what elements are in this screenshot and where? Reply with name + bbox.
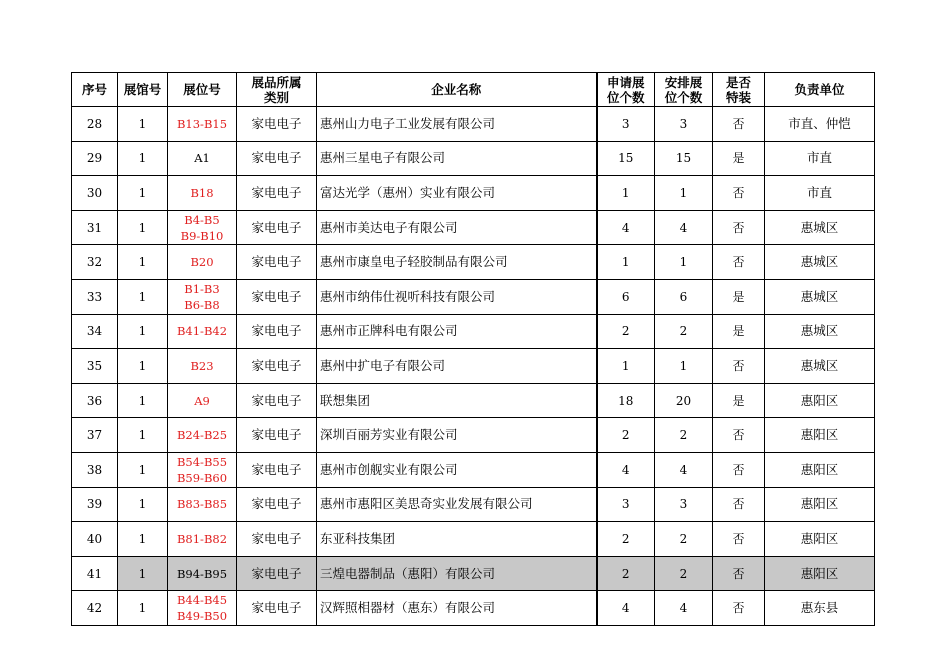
- cell-hall: 1: [118, 591, 168, 626]
- cell-booth: [168, 107, 237, 142]
- table-row: [72, 141, 875, 176]
- cell-category: 家电电子: [237, 107, 317, 142]
- cell-applied: 1: [597, 349, 655, 384]
- cell-special: 否: [713, 487, 765, 522]
- cell-special: 是: [713, 314, 765, 349]
- cell-special: 否: [713, 591, 765, 626]
- table-row: [72, 210, 875, 245]
- cell-applied: 2: [597, 314, 655, 349]
- booth-range: B49-B50: [176, 609, 228, 624]
- cell-hall: 1: [118, 383, 168, 418]
- cell-special: 否: [713, 418, 765, 453]
- cell-category: 家电电子: [237, 349, 317, 384]
- cell-hall: 1: [118, 452, 168, 487]
- table-row: [72, 279, 875, 314]
- cell-applied: 15: [597, 141, 655, 176]
- header-special-line1: 是否: [725, 74, 751, 90]
- cell-company: 三煌电器制品（惠阳）有限公司: [317, 556, 597, 591]
- cell-hall: 1: [118, 349, 168, 384]
- cell-special: 否: [713, 349, 765, 384]
- booth-range: B9-B10: [180, 228, 224, 243]
- cell-applied: 1: [597, 176, 655, 211]
- cell-booth: [168, 591, 237, 626]
- cell-dept: 市直、仲恺: [765, 107, 875, 142]
- cell-special: 否: [713, 556, 765, 591]
- cell-applied: 2: [597, 522, 655, 557]
- cell-company: 惠州市康皇电子轻胶制品有限公司: [317, 245, 597, 280]
- cell-dept: 市直: [765, 176, 875, 211]
- header-dept: 负责单位: [765, 73, 875, 107]
- cell-hall: 1: [118, 314, 168, 349]
- cell-booth: [168, 556, 237, 591]
- table-row: [72, 107, 875, 142]
- cell-seq: 30: [72, 176, 118, 211]
- cell-dept: 惠阳区: [765, 556, 875, 591]
- cell-seq: 35: [72, 349, 118, 384]
- cell-booth: [168, 141, 237, 176]
- cell-seq: 39: [72, 487, 118, 522]
- cell-company: 深圳百丽芳实业有限公司: [317, 418, 597, 453]
- cell-booth: [168, 452, 237, 487]
- cell-arranged: 15: [655, 141, 713, 176]
- cell-company: 惠州中扩电子有限公司: [317, 349, 597, 384]
- cell-seq: 36: [72, 383, 118, 418]
- cell-booth: [168, 279, 237, 314]
- cell-company: 惠州市惠阳区美思奇实业发展有限公司: [317, 487, 597, 522]
- cell-category: 家电电子: [237, 176, 317, 211]
- cell-arranged: 20: [655, 383, 713, 418]
- cell-special: 否: [713, 176, 765, 211]
- booth-range: B23: [190, 358, 214, 373]
- booth-range: B1-B3: [184, 281, 220, 296]
- cell-dept: 惠城区: [765, 314, 875, 349]
- cell-seq: 29: [72, 141, 118, 176]
- cell-hall: 1: [118, 279, 168, 314]
- cell-booth: [168, 314, 237, 349]
- cell-category: 家电电子: [237, 141, 317, 176]
- cell-company: 惠州市纳伟仕视听科技有限公司: [317, 279, 597, 314]
- cell-special: 是: [713, 279, 765, 314]
- booth-range: B54-B55: [176, 454, 228, 469]
- cell-special: 是: [713, 383, 765, 418]
- cell-company: 惠州三星电子有限公司: [317, 141, 597, 176]
- table-row: [72, 556, 875, 591]
- booth-range: A9: [194, 393, 210, 408]
- booth-range: B81-B82: [176, 531, 228, 546]
- cell-hall: 1: [118, 176, 168, 211]
- cell-dept: 惠阳区: [765, 487, 875, 522]
- header-company: 企业名称: [317, 73, 597, 107]
- booth-range: B44-B45: [176, 593, 228, 608]
- booth-range: B4-B5: [184, 212, 220, 227]
- header-category-line1: 展品所属: [251, 74, 302, 90]
- cell-arranged: 2: [655, 522, 713, 557]
- table-row: [72, 487, 875, 522]
- cell-arranged: 4: [655, 452, 713, 487]
- cell-hall: 1: [118, 522, 168, 557]
- cell-category: 家电电子: [237, 522, 317, 557]
- header-special-line2: 特装: [725, 89, 751, 105]
- cell-category: 家电电子: [237, 210, 317, 245]
- cell-applied: 2: [597, 556, 655, 591]
- cell-category: 家电电子: [237, 245, 317, 280]
- cell-company: 富达光学（惠州）实业有限公司: [317, 176, 597, 211]
- cell-hall: 1: [118, 210, 168, 245]
- cell-category: 家电电子: [237, 314, 317, 349]
- booth-range: B41-B42: [176, 324, 228, 339]
- cell-arranged: 4: [655, 591, 713, 626]
- header-applied-line2: 位个数: [606, 89, 645, 105]
- cell-seq: 28: [72, 107, 118, 142]
- cell-arranged: 6: [655, 279, 713, 314]
- cell-hall: 1: [118, 107, 168, 142]
- cell-dept: 惠城区: [765, 349, 875, 384]
- cell-seq: 32: [72, 245, 118, 280]
- exhibitor-table: [71, 72, 875, 626]
- table-row: [72, 418, 875, 453]
- cell-dept: 惠东县: [765, 591, 875, 626]
- cell-arranged: 2: [655, 314, 713, 349]
- cell-seq: 37: [72, 418, 118, 453]
- cell-arranged: 1: [655, 245, 713, 280]
- header-applied-line1: 申请展: [606, 74, 645, 90]
- header-special: [713, 73, 765, 107]
- cell-company: 惠州市美达电子有限公司: [317, 210, 597, 245]
- cell-company: 惠州市正牌科电有限公司: [317, 314, 597, 349]
- cell-arranged: 1: [655, 176, 713, 211]
- table-row: [72, 176, 875, 211]
- cell-category: 家电电子: [237, 279, 317, 314]
- cell-seq: 34: [72, 314, 118, 349]
- cell-dept: 惠阳区: [765, 418, 875, 453]
- header-applied: [597, 73, 655, 107]
- cell-arranged: 4: [655, 210, 713, 245]
- cell-seq: 38: [72, 452, 118, 487]
- booth-range: B24-B25: [176, 428, 228, 443]
- cell-category: 家电电子: [237, 591, 317, 626]
- cell-seq: 41: [72, 556, 118, 591]
- cell-hall: 1: [118, 487, 168, 522]
- cell-category: 家电电子: [237, 383, 317, 418]
- cell-arranged: 2: [655, 418, 713, 453]
- cell-seq: 40: [72, 522, 118, 557]
- cell-special: 否: [713, 210, 765, 245]
- cell-dept: 惠城区: [765, 245, 875, 280]
- cell-dept: 惠城区: [765, 210, 875, 245]
- cell-applied: 4: [597, 210, 655, 245]
- cell-category: 家电电子: [237, 487, 317, 522]
- cell-applied: 4: [597, 591, 655, 626]
- cell-special: 是: [713, 141, 765, 176]
- table-header-row: [72, 73, 875, 107]
- header-arranged: [655, 73, 713, 107]
- table-row: [72, 383, 875, 418]
- cell-arranged: 3: [655, 487, 713, 522]
- booth-range: B94-B95: [176, 566, 228, 581]
- cell-applied: 3: [597, 107, 655, 142]
- booth-range: A1: [194, 151, 210, 166]
- booth-range: B6-B8: [184, 297, 220, 312]
- header-hall: 展馆号: [118, 73, 168, 107]
- cell-applied: 6: [597, 279, 655, 314]
- table-row: [72, 522, 875, 557]
- booth-range: B18: [190, 185, 214, 200]
- header-category: [237, 73, 317, 107]
- header-category-line2: 类别: [263, 89, 289, 105]
- cell-seq: 31: [72, 210, 118, 245]
- booth-range: B13-B15: [176, 116, 228, 131]
- cell-category: 家电电子: [237, 556, 317, 591]
- table-row: [72, 245, 875, 280]
- cell-applied: 3: [597, 487, 655, 522]
- cell-special: 否: [713, 107, 765, 142]
- cell-booth: [168, 383, 237, 418]
- table-row: [72, 452, 875, 487]
- cell-company: 汉辉照相器材（惠东）有限公司: [317, 591, 597, 626]
- table-row: [72, 349, 875, 384]
- cell-applied: 2: [597, 418, 655, 453]
- table-row: [72, 314, 875, 349]
- header-booth: 展位号: [168, 73, 237, 107]
- cell-dept: 惠阳区: [765, 522, 875, 557]
- cell-hall: 1: [118, 556, 168, 591]
- cell-company: 惠州市创舰实业有限公司: [317, 452, 597, 487]
- cell-seq: 33: [72, 279, 118, 314]
- cell-booth: [168, 210, 237, 245]
- cell-special: 否: [713, 245, 765, 280]
- cell-arranged: 3: [655, 107, 713, 142]
- cell-dept: 市直: [765, 141, 875, 176]
- cell-special: 否: [713, 452, 765, 487]
- cell-booth: [168, 522, 237, 557]
- cell-booth: [168, 176, 237, 211]
- cell-hall: 1: [118, 141, 168, 176]
- cell-booth: [168, 245, 237, 280]
- booth-range: B20: [190, 255, 214, 270]
- cell-dept: 惠阳区: [765, 452, 875, 487]
- header-arranged-line1: 安排展: [664, 74, 703, 90]
- cell-company: 联想集团: [317, 383, 597, 418]
- cell-company: 东亚科技集团: [317, 522, 597, 557]
- cell-arranged: 1: [655, 349, 713, 384]
- cell-category: 家电电子: [237, 418, 317, 453]
- booth-range: B59-B60: [176, 470, 228, 485]
- cell-arranged: 2: [655, 556, 713, 591]
- cell-seq: 42: [72, 591, 118, 626]
- cell-hall: 1: [118, 418, 168, 453]
- cell-booth: [168, 418, 237, 453]
- cell-special: 否: [713, 522, 765, 557]
- table-row: [72, 591, 875, 626]
- cell-applied: 1: [597, 245, 655, 280]
- cell-dept: 惠阳区: [765, 383, 875, 418]
- cell-hall: 1: [118, 245, 168, 280]
- cell-category: 家电电子: [237, 452, 317, 487]
- header-arranged-line2: 位个数: [664, 89, 703, 105]
- header-seq: 序号: [72, 73, 118, 107]
- cell-applied: 4: [597, 452, 655, 487]
- cell-booth: [168, 487, 237, 522]
- booth-range: B83-B85: [176, 497, 228, 512]
- cell-booth: [168, 349, 237, 384]
- cell-company: 惠州山力电子工业发展有限公司: [317, 107, 597, 142]
- cell-applied: 18: [597, 383, 655, 418]
- cell-dept: 惠城区: [765, 279, 875, 314]
